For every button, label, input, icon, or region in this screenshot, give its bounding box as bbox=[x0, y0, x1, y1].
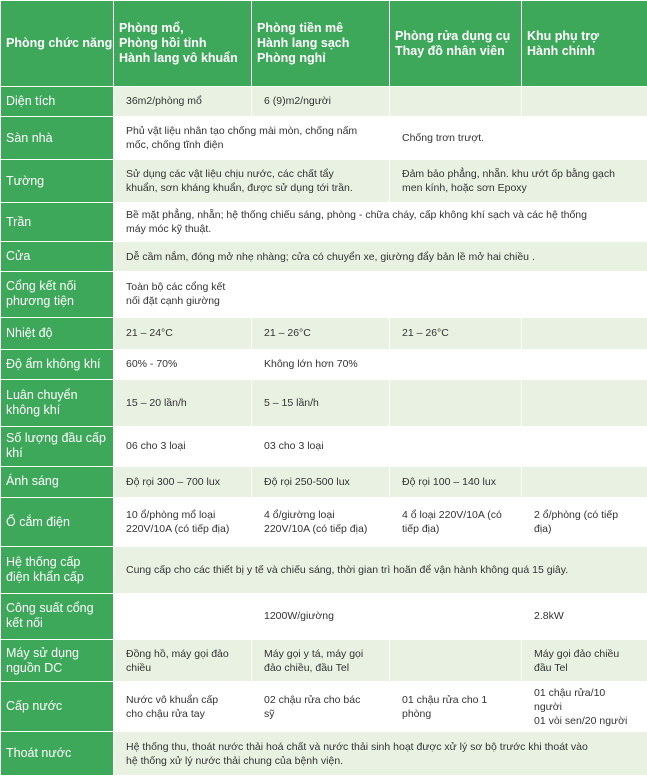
table-cell bbox=[114, 682, 252, 732]
row-label bbox=[1, 682, 114, 732]
table-cell bbox=[390, 116, 647, 160]
cell-line: Độ rọi 300 – 700 lux bbox=[126, 475, 220, 488]
cell-line: đảo chiều, đầu Tel bbox=[264, 661, 350, 674]
cell-line: tiếp địa) bbox=[402, 523, 440, 536]
cell-line: 4 ổ/giường loại bbox=[264, 509, 335, 522]
table-cell bbox=[522, 594, 647, 640]
table-cell bbox=[522, 87, 647, 117]
table-cell bbox=[522, 317, 647, 349]
table-row bbox=[1, 427, 647, 466]
row-label-line: Cấp nước bbox=[6, 699, 63, 714]
table-cell bbox=[522, 271, 647, 317]
row-label-line: Hệ thống cấp bbox=[6, 555, 81, 570]
table-cell bbox=[390, 87, 522, 117]
cell-line: Đảm bảo phẳng, nhẵn. khu ướt ốp bằng gạch bbox=[402, 168, 615, 181]
row-label-line: Cổng kết nối bbox=[6, 279, 77, 294]
table-body bbox=[1, 87, 647, 776]
cell-line: cho chậu rửa tay bbox=[126, 707, 205, 720]
table-row bbox=[1, 682, 647, 732]
cell-line: 60% - 70% bbox=[126, 358, 178, 371]
row-label-line: Độ ẩm không khí bbox=[6, 356, 101, 371]
header-line: Hành lang sạch bbox=[257, 36, 350, 50]
header-line: Phòng mổ, bbox=[119, 21, 184, 35]
table-cell bbox=[390, 594, 522, 640]
header-row bbox=[1, 1, 647, 87]
table-cell bbox=[390, 271, 522, 317]
cell-line: 10 ổ/phòng mổ loại bbox=[126, 509, 216, 522]
header-cell bbox=[114, 1, 252, 87]
table-row bbox=[1, 271, 647, 317]
cell-line: đầu Tel bbox=[534, 661, 568, 674]
cell-line: 01 chậu rửa cho 1 bbox=[402, 693, 488, 706]
table-cell bbox=[390, 639, 522, 682]
table-row bbox=[1, 317, 647, 349]
table-row bbox=[1, 202, 647, 241]
cell-line: 01 vòi sen/20 người bbox=[534, 714, 628, 727]
row-label-line: Ổ cắm điện bbox=[6, 514, 70, 529]
row-label-line: điện khẩn cấp bbox=[6, 570, 84, 585]
table-cell bbox=[522, 466, 647, 498]
row-label bbox=[1, 242, 114, 272]
cell-line: người bbox=[534, 700, 562, 713]
cell-line: Toàn bộ các cổng kết bbox=[126, 281, 226, 294]
table-row bbox=[1, 594, 647, 640]
cell-line: hệ thống xử lý nước thải chung của bệnh viện. bbox=[126, 754, 344, 767]
cell-line: Sử dụng các vật liệu chịu nước, các chất tẩy bbox=[126, 168, 334, 181]
header-line: Phòng hồi tỉnh bbox=[119, 36, 207, 50]
row-label bbox=[1, 547, 114, 594]
row-label bbox=[1, 349, 114, 380]
table-cell bbox=[522, 349, 647, 380]
cell-line: Không lớn hơn 70% bbox=[264, 358, 358, 371]
table-cell bbox=[390, 498, 522, 547]
row-label-line: Máy sử dụng bbox=[6, 645, 79, 660]
table-row bbox=[1, 466, 647, 498]
row-label-line: Tường bbox=[6, 173, 45, 188]
cell-line: địa) bbox=[534, 523, 552, 536]
table-cell bbox=[390, 682, 522, 732]
header-line: Phòng nghỉ bbox=[257, 51, 326, 65]
row-label-line: Luân chuyển bbox=[6, 388, 78, 403]
table-cell bbox=[114, 242, 647, 272]
cell-line: mốc, chống tĩnh điện bbox=[126, 139, 224, 152]
table-cell bbox=[114, 271, 252, 317]
table-cell bbox=[522, 498, 647, 547]
cell-line: 1200W/giường bbox=[264, 610, 334, 623]
header-line: Phòng rửa dụng cụ bbox=[395, 28, 511, 43]
header-line: Thay đồ nhân viên bbox=[395, 43, 505, 58]
cell-line: Máy gọi y tá, máy gọi bbox=[264, 647, 364, 660]
cell-line: Độ rọi 250-500 lux bbox=[264, 475, 350, 488]
table-row bbox=[1, 639, 647, 682]
cell-line: Phủ vật liệu nhân tạo chống mài mòn, chống nấm bbox=[126, 125, 358, 138]
cell-line: 21 – 26°C bbox=[264, 327, 311, 340]
header-line: Phòng chức năng bbox=[6, 36, 113, 50]
cell-line: khuẩn, sơn kháng khuẩn, được sử dụng tới trần. bbox=[126, 182, 353, 195]
header-cell bbox=[522, 1, 647, 87]
table-cell bbox=[390, 380, 522, 427]
table-cell bbox=[252, 271, 390, 317]
cell-line: Đồng hồ, máy gọi đảo bbox=[126, 647, 229, 660]
table-cell bbox=[390, 349, 522, 380]
cell-line: phòng bbox=[402, 707, 432, 720]
row-label bbox=[1, 271, 114, 317]
row-label bbox=[1, 380, 114, 427]
cell-line: Cung cấp cho các thiết bị y tế và chiếu sáng, thời gian trì hoãn để vận hành không quá 15 giây. bbox=[126, 564, 569, 577]
table-row bbox=[1, 87, 647, 117]
row-label-line: không khí bbox=[6, 403, 61, 418]
table-cell bbox=[522, 682, 647, 732]
row-label-line: Sàn nhà bbox=[6, 130, 53, 145]
row-label bbox=[1, 160, 114, 203]
cell-line: Bề mặt phẳng, nhẵn; hệ thống chiếu sáng, phòng - chữa cháy, cấp không khí sạch và các hệ thống bbox=[126, 209, 587, 222]
table-cell bbox=[390, 160, 647, 203]
row-label bbox=[1, 594, 114, 640]
header-line: Hành chính bbox=[527, 43, 596, 58]
cell-line: 6 (9)m2/người bbox=[264, 95, 332, 108]
table-row bbox=[1, 547, 647, 594]
cell-line: men kính, hoặc sơn Epoxy bbox=[402, 182, 527, 195]
table-cell bbox=[114, 639, 252, 682]
table-cell bbox=[114, 160, 390, 203]
row-label bbox=[1, 116, 114, 160]
header-line: Khu phụ trợ bbox=[527, 28, 600, 43]
cell-line: 15 – 20 lần/h bbox=[126, 397, 187, 410]
cell-line: chiều bbox=[126, 661, 152, 674]
cell-line: 2.8kW bbox=[534, 610, 564, 623]
row-label-line: phương tiện bbox=[6, 294, 74, 309]
row-label-line: nguồn DC bbox=[6, 660, 63, 675]
row-label bbox=[1, 466, 114, 498]
cell-line: Hệ thống thu, thoát nước thải hoá chất và nước thải sinh hoạt được xử lý sơ bộ trước khi thoát vào bbox=[126, 740, 588, 753]
row-label bbox=[1, 427, 114, 466]
row-label-line: khí bbox=[6, 446, 23, 461]
table-cell bbox=[252, 682, 390, 732]
cell-line: Chống trơn trượt. bbox=[402, 132, 485, 145]
table-cell bbox=[114, 202, 647, 241]
row-label bbox=[1, 87, 114, 117]
cell-line: Máy gọi đảo chiều bbox=[534, 647, 620, 660]
table-cell bbox=[114, 732, 647, 776]
table-cell bbox=[114, 547, 647, 594]
row-label-line: Nhiệt độ bbox=[6, 325, 53, 340]
row-label-line: kết nối bbox=[6, 616, 43, 631]
table-cell bbox=[522, 639, 647, 682]
cell-line: 06 cho 3 loại bbox=[126, 440, 186, 453]
cell-line: 01 chậu rửa/10 bbox=[534, 686, 606, 699]
row-label-line: Trần bbox=[6, 214, 32, 229]
cell-line: 4 ổ loại 220V/10A (có bbox=[402, 509, 502, 522]
table-cell bbox=[252, 380, 390, 427]
table-cell bbox=[252, 349, 390, 380]
cell-line: 02 chậu rửa cho bác bbox=[264, 693, 361, 706]
table-row bbox=[1, 349, 647, 380]
table-row bbox=[1, 498, 647, 547]
cell-line: 5 – 15 lần/h bbox=[264, 397, 319, 410]
cell-line: nối đặt cạnh giường bbox=[126, 295, 220, 308]
header-cell bbox=[1, 1, 114, 87]
table-row bbox=[1, 380, 647, 427]
cell-line: 220V/10A (có tiếp địa) bbox=[264, 523, 368, 536]
table-cell bbox=[114, 594, 252, 640]
cell-line: 03 cho 3 loại bbox=[264, 440, 324, 453]
header-cell bbox=[390, 1, 522, 87]
table-cell bbox=[114, 380, 252, 427]
cell-line: 36m2/phòng mổ bbox=[126, 95, 202, 108]
row-label bbox=[1, 202, 114, 241]
table-cell bbox=[522, 427, 647, 466]
cell-line: 21 – 24°C bbox=[126, 327, 173, 340]
table-cell bbox=[252, 594, 390, 640]
table-cell bbox=[390, 317, 522, 349]
table-cell bbox=[114, 498, 252, 547]
cell-line: Nước vô khuẩn cấp bbox=[126, 693, 219, 706]
row-label-line: Thoát nước bbox=[6, 746, 72, 761]
table-cell bbox=[114, 427, 252, 466]
table-cell bbox=[114, 349, 252, 380]
table-cell bbox=[390, 466, 522, 498]
table-cell bbox=[114, 116, 390, 160]
table-cell bbox=[252, 317, 390, 349]
table-cell bbox=[252, 427, 390, 466]
row-label bbox=[1, 639, 114, 682]
header-line: Phòng tiền mê bbox=[257, 21, 344, 35]
cell-line: máy móc kỹ thuật. bbox=[126, 223, 212, 236]
table-cell bbox=[114, 87, 252, 117]
table-cell bbox=[252, 87, 390, 117]
row-label-line: Công suất cổng bbox=[6, 601, 94, 616]
row-label bbox=[1, 732, 114, 776]
row-label-line: Số lượng đầu cấp bbox=[6, 431, 106, 446]
table-row bbox=[1, 242, 647, 272]
row-label-line: Cửa bbox=[6, 249, 31, 264]
cell-line: sỹ bbox=[264, 707, 275, 720]
row-label-line: Ánh sáng bbox=[6, 474, 59, 489]
table-row bbox=[1, 116, 647, 160]
cell-line: Dễ cầm nắm, đóng mở nhẹ nhàng; cửa có chuyển xe, giường đẩy bản lề mở hai chiều . bbox=[126, 250, 535, 263]
cell-line: 220V/10A (có tiếp địa) bbox=[126, 523, 230, 536]
table-cell bbox=[252, 639, 390, 682]
header-line: Hành lang vô khuẩn bbox=[119, 51, 238, 65]
table-cell bbox=[390, 427, 522, 466]
row-label-line: Diện tích bbox=[6, 93, 56, 108]
table-cell bbox=[522, 380, 647, 427]
row-label bbox=[1, 317, 114, 349]
row-label bbox=[1, 498, 114, 547]
table-cell bbox=[252, 498, 390, 547]
table-row bbox=[1, 732, 647, 776]
cell-line: Độ rọi 100 – 140 lux bbox=[402, 475, 496, 488]
table-row bbox=[1, 160, 647, 203]
table-cell bbox=[252, 466, 390, 498]
table-cell bbox=[114, 317, 252, 349]
table-cell bbox=[114, 466, 252, 498]
cell-line: 2 ổ/phòng (có tiếp bbox=[534, 509, 619, 522]
cell-line: 21 – 26°C bbox=[402, 327, 449, 340]
header-cell bbox=[252, 1, 390, 87]
